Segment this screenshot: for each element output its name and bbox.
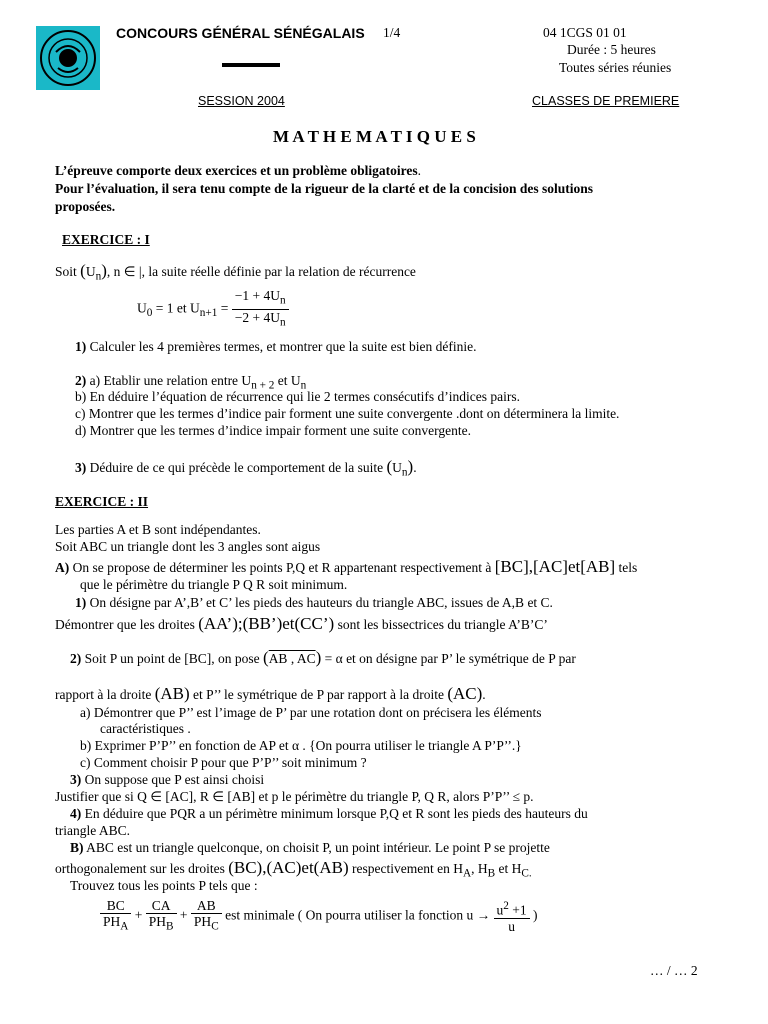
header-rule: [222, 63, 280, 67]
ex2-line-2: Soit ABC un triangle dont les 3 angles sont aigus: [55, 539, 321, 554]
classes: CLASSES DE PREMIERE: [532, 94, 680, 108]
ex2-part-a: A) On se propose de déterminer les points P,Q et R appartenant respectivement à [BC],[AC]et[AB] tels: [55, 557, 638, 576]
ex1-q1: 1) Calculer les 4 premières termes, et montrer que la suite est bien définie.: [75, 339, 477, 354]
ex2-q2a-2: caractéristiques .: [100, 721, 191, 736]
exercise-2-heading: EXERCICE : II: [55, 494, 149, 509]
ex2-line-1: Les parties A et B sont indépendantes.: [55, 522, 261, 537]
ex2-q1: 1) On désigne par A’,B’ et C’ les pieds des hauteurs du triangle ABC, issues de A,B et C.: [75, 595, 553, 610]
session: SESSION 2004: [198, 94, 285, 108]
exam-code: 04 1CGS 01 01: [543, 25, 627, 40]
ex1-q2d: d) Montrer que les termes d’indice impair forment une suite convergente.: [75, 423, 471, 438]
ex1-q2c: c) Montrer que les termes d’indice pair forment une suite convergente .dont on déterminera la limite.: [75, 406, 620, 421]
ex2-part-b: B) ABC est un triangle quelconque, on choisit P, un point intérieur. Le point P se projette: [70, 840, 550, 855]
page-title: M A T H E M A T I Q U E S: [273, 127, 476, 146]
ex2-find: Trouvez tous les points P tels que :: [70, 878, 258, 893]
ex1-q3: 3) Déduire de ce qui précède le comportement de la suite $(U_n)$.: [75, 457, 417, 479]
ex1-q2b: b) En déduire l’équation de récurrence qui lie 2 termes consécutifs d’indices pairs.: [75, 389, 520, 404]
ex2-q4b: triangle ABC.: [55, 823, 130, 838]
page-footer: … / … 2: [650, 963, 698, 978]
ex2-q3: 3) On suppose que P est ainsi choisi: [70, 772, 265, 787]
duration: Durée : 5 heures: [567, 42, 656, 57]
ex1-q2a: 2) a) Etablir une relation entre $U_{n + 2}$ et $U_n$: [75, 373, 307, 392]
intro-line-3: proposées.: [55, 199, 116, 214]
ex2-q2b: b) Exprimer P’P’’ en fonction de AP et α . {On pourra utiliser le triangle A P’P’’.}: [80, 738, 522, 753]
ex1-intro: Soit $(U_n)$, n ∈ |, la suite réelle définie par la relation de récurrence: [55, 261, 416, 283]
ex2-q2: 2) Soit P un point de [BC], on pose (AB , AC) = α et on désigne par P’ le symétrique de P par: [70, 648, 576, 667]
ex2-formula: $\frac{BC}{PH_A}$ + $\frac{CA}{PH_B}$ + $\frac{AB}{PH_C}$ est minimale ( On pourra utiliser la fonction u → $\frac{u^2 +1}{u}$ ): [100, 898, 538, 935]
exercise-1-heading: EXERCICE : I: [62, 232, 150, 247]
ex2-q1b: Démontrer que les droites (AA’);(BB’)et(CC’) sont les bissectrices du triangle A’B’C’: [55, 614, 548, 633]
ex2-part-a-2: que le périmètre du triangle P Q R soit minimum.: [80, 577, 348, 592]
series: Toutes séries réunies: [559, 60, 672, 75]
ex2-q2c: c) Comment choisir P pour que P’P’’ soit minimum ?: [80, 755, 367, 770]
ex2-q2-line-2: rapport à la droite (AB) et P’’ le symétrique de P par rapport à la droite (AC).: [55, 684, 486, 703]
school-logo: [36, 26, 100, 90]
ex2-q3b: Justifier que si Q ∈ [AC], R ∈ [AB] et p le périmètre du triangle P, Q R, alors P’P’’ ≤ p.: [55, 789, 534, 804]
ex2-q2a: a) Démontrer que P’’ est l’image de P’ par une rotation dont on précisera les éléments: [80, 705, 542, 720]
exam-name: CONCOURS GÉNÉRAL SÉNÉGALAIS: [116, 25, 365, 41]
ex1-recurrence: $U_0 = 1$ et $U_{n+1}$ = $\frac{-1 + 4U_n}{-2 + 4U_n}$: [137, 288, 289, 330]
ex2-part-b-2: orthogonalement sur les droites (BC),(AC)et(AB) respectivement en $H_A$, $H_B$ et $H_{C.}$: [55, 858, 532, 880]
ex2-q4: 4) En déduire que PQR a un périmètre minimum lorsque P,Q et R sont les pieds des hauteurs du: [70, 806, 588, 821]
intro-line-1: L’épreuve comporte deux exercices et un problème obligatoires.: [55, 163, 421, 178]
intro-line-2: Pour l’évaluation, il sera tenu compte de la rigueur de la clarté et de la concision des solutions: [55, 181, 593, 196]
page-fraction: 1/4: [383, 25, 401, 40]
